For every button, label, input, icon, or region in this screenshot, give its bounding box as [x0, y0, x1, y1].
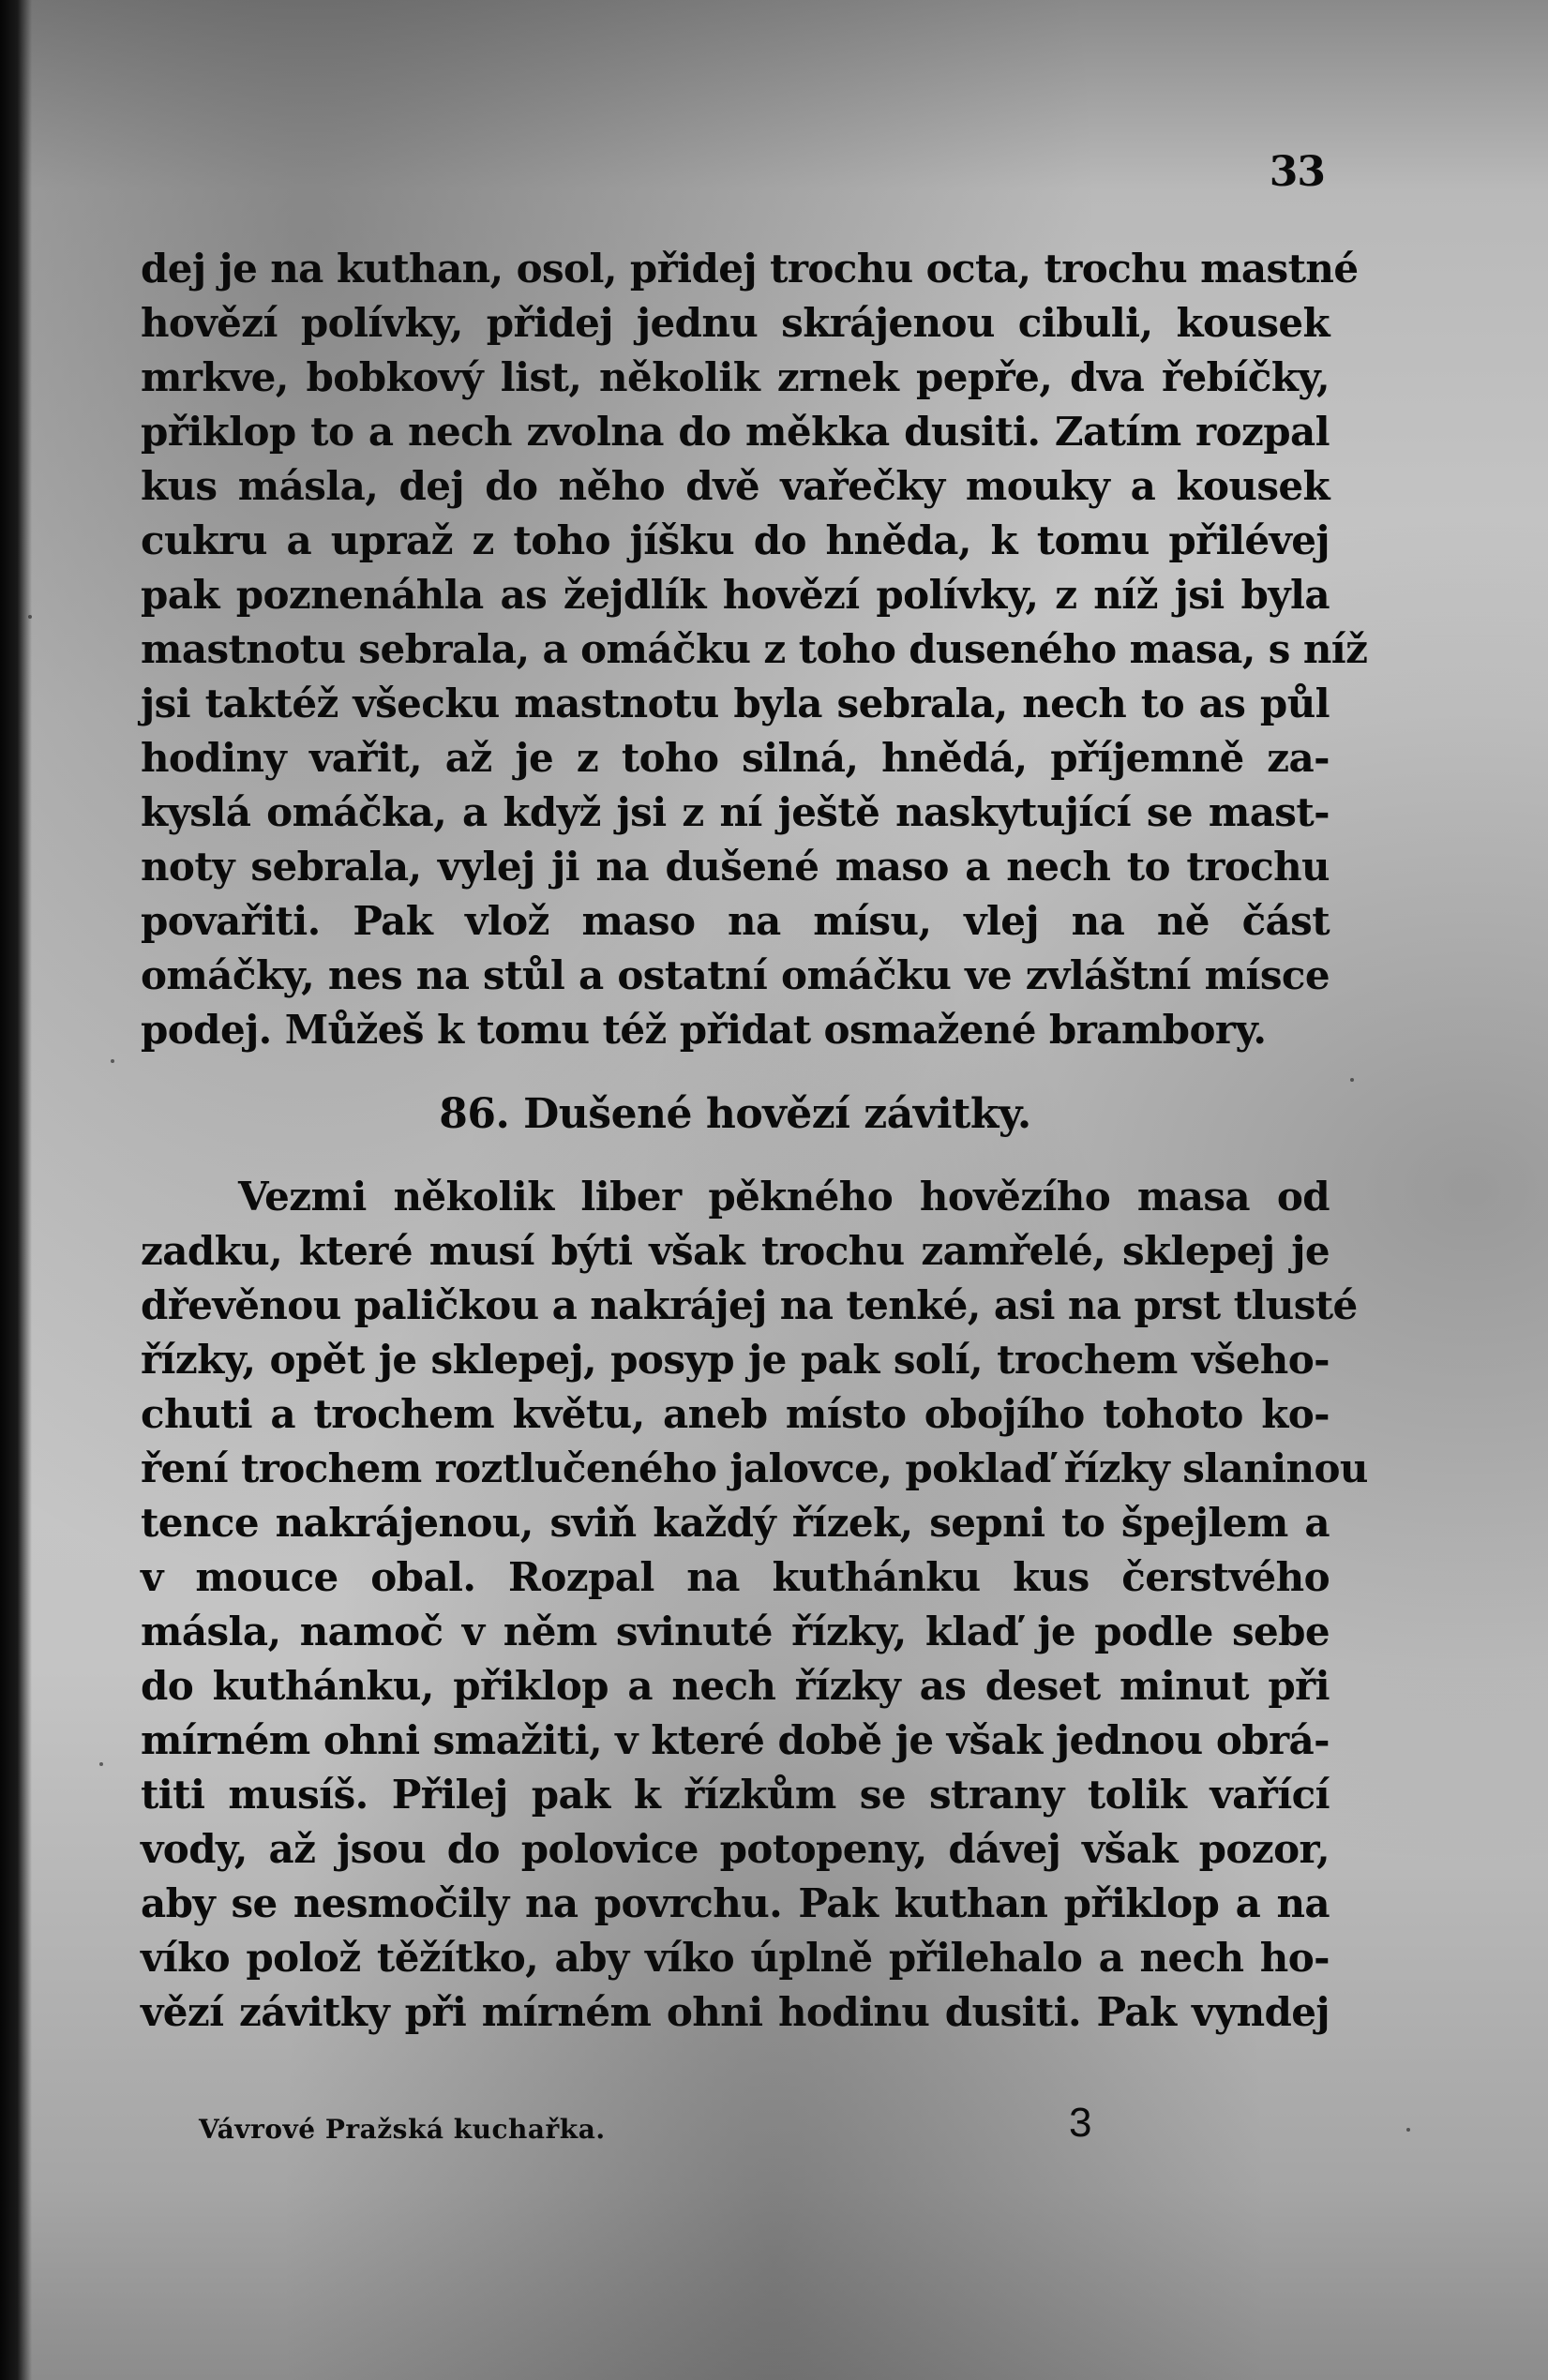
- scan-left-edge: [0, 0, 32, 2380]
- text-line: víko polož těžítko, aby víko úplně přilehalo a nech ho-: [141, 1935, 1330, 1981]
- text-line: mírném ohni smažiti, v které době je však jednou obrá-: [141, 1717, 1330, 1763]
- text-line: kyslá omáčka, a když jsi z ní ještě naskytující se mast-: [141, 789, 1330, 835]
- scan-speck: [111, 1059, 114, 1063]
- text-line: chuti a trochem květu, aneb místo obojího tohoto ko-: [141, 1391, 1330, 1437]
- text-line: másla, namoč v něm svinuté řízky, klaď je podle sebe: [141, 1609, 1330, 1654]
- page-number: 33: [1269, 148, 1325, 196]
- text-line: Vezmi několik liber pěkného hovězího masa od: [238, 1174, 1330, 1220]
- text-line: hovězí polívky, přidej jednu skrájenou cibuli, kousek: [141, 300, 1330, 346]
- text-line: mastnotu sebrala, a omáčku z toho duseného masa, s níž: [141, 626, 1368, 672]
- footer-signature-mark: 3: [1069, 2100, 1092, 2146]
- text-line: jsi taktéž všecku mastnotu byla sebrala, nech to as půl: [141, 681, 1330, 726]
- text-line: tence nakrájenou, sviň každý řízek, sepni to špejlem a: [141, 1500, 1330, 1546]
- text-line: dřevěnou paličkou a nakrájej na tenké, asi na prst tlusté: [141, 1282, 1358, 1328]
- text-line: podej. Můžeš k tomu též přidat osmažené brambory.: [141, 1007, 1267, 1053]
- text-line: vody, až jsou do polovice potopeny, dávej však pozor,: [141, 1826, 1330, 1872]
- text-line: mrkve, bobkový list, několik zrnek pepře, dva řebíčky,: [141, 354, 1330, 400]
- text-line: řízky, opět je sklepej, posyp je pak solí, trochem všeho-: [141, 1337, 1330, 1383]
- text-line: v mouce obal. Rozpal na kuthánku kus čerstvého: [141, 1554, 1330, 1600]
- text-line: hodiny vařit, až je z toho silná, hnědá, příjemně za-: [141, 735, 1330, 781]
- text-line: ření trochem roztlučeného jalovce, poklaď řízky slaninou: [141, 1445, 1368, 1491]
- text-line: vězí závitky při mírném ohni hodinu dusiti. Pak vyndej: [141, 1989, 1330, 2035]
- scan-speck: [28, 615, 32, 619]
- text-line: přiklop to a nech zvolna do měkka dusiti. Zatím rozpal: [141, 409, 1330, 455]
- text-line: dej je na kuthan, osol, přidej trochu octa, trochu mastné: [141, 246, 1359, 292]
- text-line: titi musíš. Přilej pak k řízkům se strany tolik vařící: [141, 1772, 1330, 1818]
- text-line: omáčky, nes na stůl a ostatní omáčku ve zvláštní mísce: [141, 952, 1330, 998]
- text-line: cukru a upraž z toho jíšku do hněda, k tomu přilévej: [141, 517, 1330, 563]
- scan-speck: [1406, 2128, 1410, 2132]
- text-line: pak poznenáhla as žejdlík hovězí polívky, z níž jsi byla: [141, 572, 1330, 618]
- paragraph-braised-beef-continued: [141, 242, 1368, 1057]
- scan-speck: [99, 1762, 103, 1766]
- paragraph-beef-rolls: [141, 1170, 1368, 2040]
- text-line: kus másla, dej do něho dvě vařečky mouky a kousek: [141, 463, 1330, 509]
- scan-speck: [1350, 1078, 1354, 1082]
- text-line: povařiti. Pak vlož maso na mísu, vlej na ně část: [141, 898, 1330, 944]
- text-line: noty sebrala, vylej ji na dušené maso a nech to trochu: [141, 844, 1330, 890]
- text-block: [141, 242, 1368, 2040]
- text-line: do kuthánku, přiklop a nech řízky as deset minut při: [141, 1663, 1330, 1709]
- footer-book-title: Vávrové Pražská kuchařka.: [199, 2114, 606, 2145]
- text-line: zadku, které musí býti však trochu zamřelé, sklepej je: [141, 1228, 1330, 1274]
- recipe-heading: 86. Dušené hovězí závitky.: [439, 1090, 1031, 1138]
- text-line: aby se nesmočily na povrchu. Pak kuthan přiklop a na: [141, 1880, 1330, 1926]
